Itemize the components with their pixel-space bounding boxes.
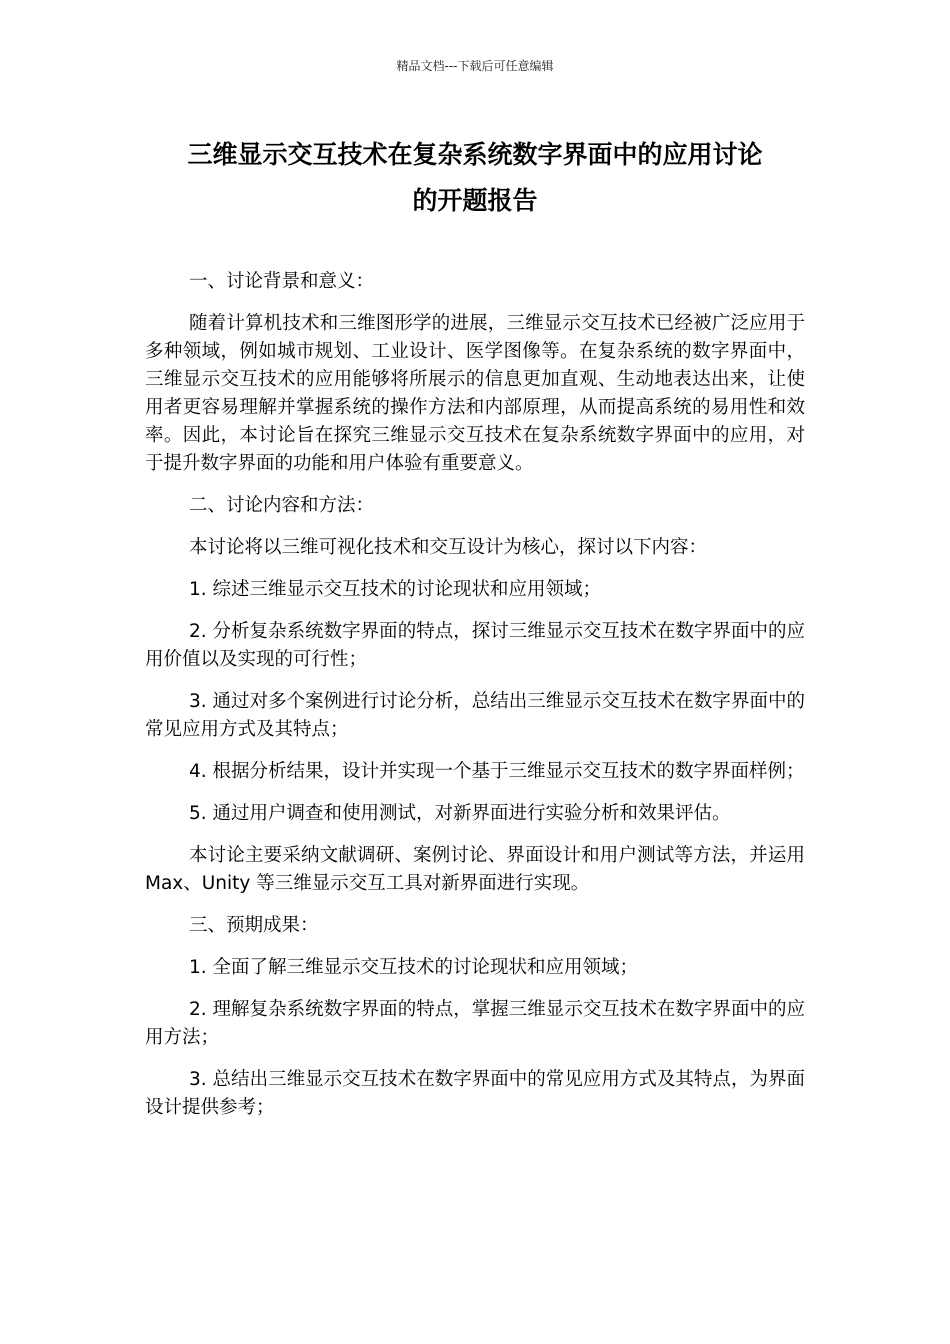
title-line-1: 三维显示交互技术在复杂系统数字界面中的应用讨论	[187, 140, 763, 169]
paragraph-background: 随着计算机技术和三维图形学的进展，三维显示交互技术已经被广泛应用于多种领域，例如城市规划、工业设计、医学图像等。在复杂系统的数字界面中，三维显示交互技术的应用能够将所展示的信息更加直观、生动地表达出来，让使用者更容易理解并掌握系统的操作方法和内部原理，从而提高系统的易用性和效率。因此，本讨论旨在探究三维显示交互技术在复杂系统数字界面中的应用，对于提升数字界面的功能和用户体验有重要意义。	[145, 313, 805, 474]
section-heading-background: 一、讨论背景和意义：	[189, 271, 375, 292]
section-heading-expected-results: 三、预期成果：	[189, 915, 319, 936]
list-item-content-4: 4. 根据分析结果，设计并实现一个基于三维显示交互技术的数字界面样例；	[189, 761, 805, 782]
paragraph-content-intro: 本讨论将以三维可视化技术和交互设计为核心，探讨以下内容：	[189, 537, 708, 558]
list-item-result-2: 2. 理解复杂系统数字界面的特点，掌握三维显示交互技术在数字界面中的应用方法；	[145, 999, 805, 1048]
document-title	[140, 132, 810, 224]
list-item-result-3: 3. 总结出三维显示交互技术在数字界面中的常见应用方式及其特点，为界面设计提供参考；	[145, 1069, 805, 1118]
document-body	[145, 268, 805, 1136]
list-item-content-1: 1. 综述三维显示交互技术的讨论现状和应用领域；	[189, 579, 602, 600]
list-item-content-3: 3. 通过对多个案例进行讨论分析，总结出三维显示交互技术在数字界面中的常见应用方式及其特点；	[145, 691, 805, 740]
section-heading-content-method: 二、讨论内容和方法：	[189, 495, 375, 516]
title-line-2: 的开题报告	[412, 186, 538, 215]
paragraph-method: 本讨论主要采纳文献调研、案例讨论、界面设计和用户测试等方法，并运用 Max、Unity 等三维显示交互工具对新界面进行实现。	[145, 845, 805, 894]
list-item-content-5: 5. 通过用户调查和使用测试，对新界面进行实验分析和效果评估。	[189, 803, 731, 824]
list-item-content-2: 2. 分析复杂系统数字界面的特点，探讨三维显示交互技术在数字界面中的应用价值以及实现的可行性；	[145, 621, 805, 670]
header-note: 精品文档---下载后可任意编辑	[396, 59, 554, 73]
list-item-result-1: 1. 全面了解三维显示交互技术的讨论现状和应用领域；	[189, 957, 639, 978]
